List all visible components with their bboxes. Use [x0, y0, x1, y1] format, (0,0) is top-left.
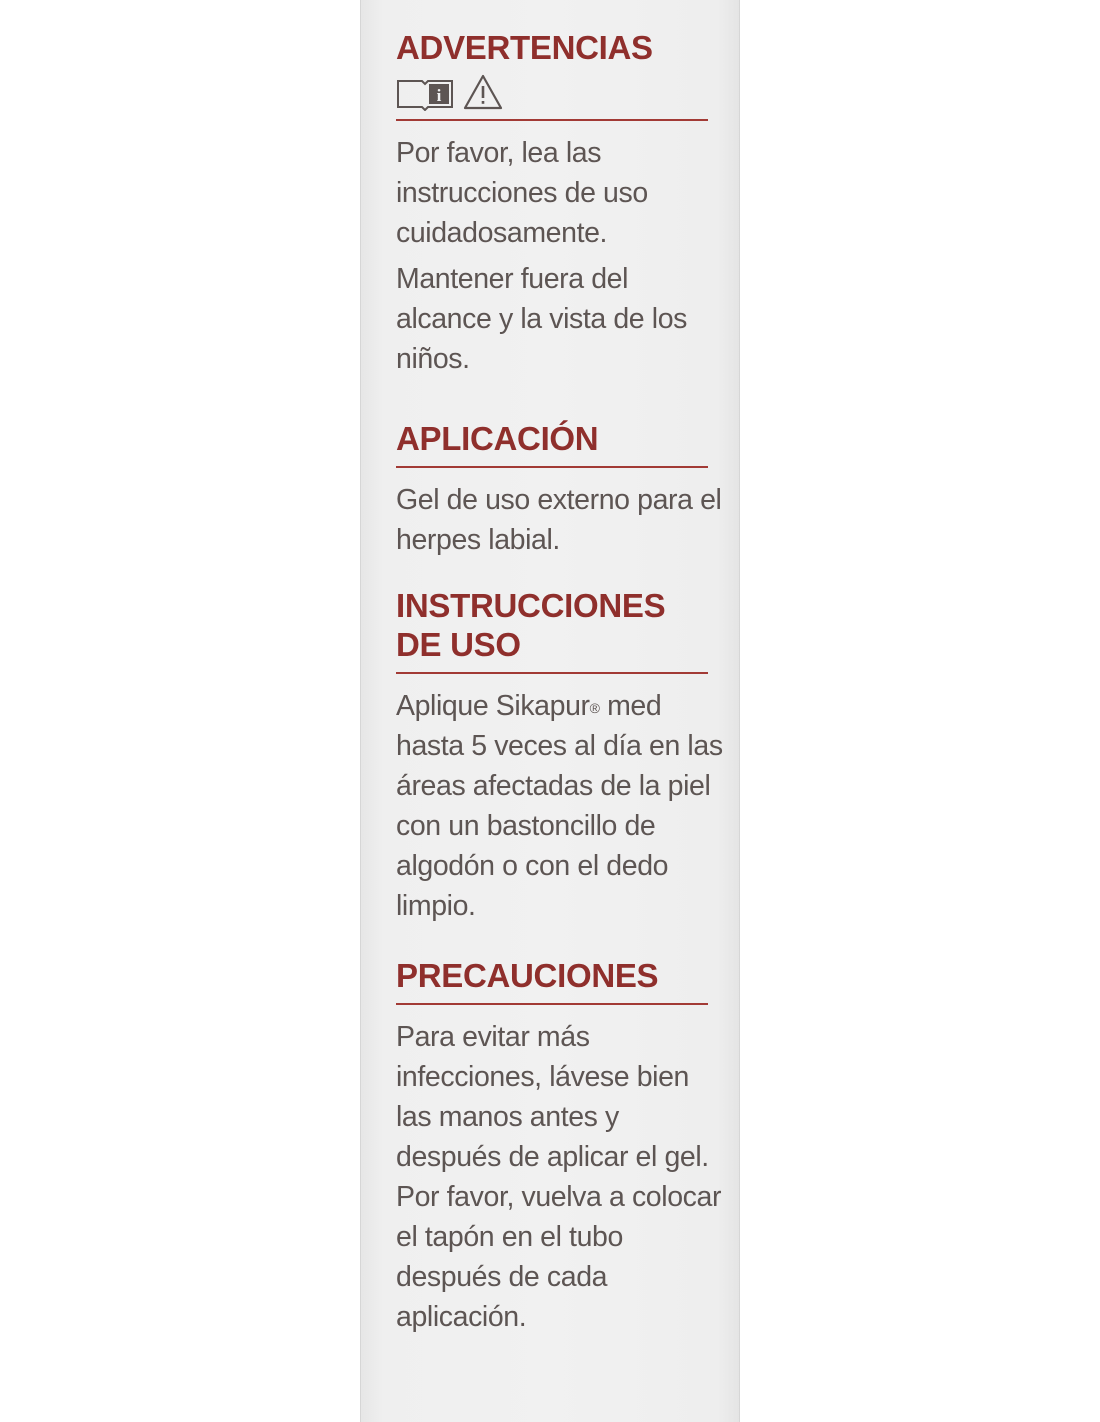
instructions-divider: [396, 672, 708, 674]
registered-mark: ®: [589, 700, 600, 716]
instructions-text-rest: med hasta 5 veces al día en las áreas afectadas de la piel con un bastoncillo de algodón o con el dedo limpio.: [396, 690, 723, 922]
precautions-heading: PRECAUCIONES: [396, 957, 659, 994]
instructions-text: [396, 686, 726, 926]
instructions-heading-line2: DE USO: [396, 626, 521, 663]
warnings-text-1: Por favor, lea las instrucciones de uso cuidadosamente.: [396, 137, 648, 249]
warning-icons: [396, 65, 726, 111]
application-heading: APLICACIÓN: [396, 420, 599, 457]
warnings-divider: [396, 119, 708, 121]
section-instructions: [396, 586, 726, 926]
instructions-heading-line1: INSTRUCCIONES: [396, 587, 666, 624]
precautions-divider: [396, 1003, 708, 1005]
instructions-text-start: Aplique Sikapur: [396, 690, 590, 722]
leaflet-content: [396, 28, 726, 1355]
application-divider: [396, 466, 708, 468]
warning-triangle-icon: [462, 73, 504, 111]
instructions-heading: [396, 586, 726, 664]
instruction-book-icon: [396, 75, 454, 111]
package-side-panel: [360, 0, 740, 1422]
application-text: Gel de uso externo para el herpes labial.: [396, 484, 722, 556]
section-precautions: [396, 956, 726, 1337]
section-application: [396, 419, 726, 560]
section-warnings: [396, 28, 726, 379]
warnings-heading: ADVERTENCIAS: [396, 29, 653, 66]
precautions-text: Para evitar más infecciones, lávese bien las manos antes y después de aplicar el gel. Por favor, vuelva a colocar el tapón en el tubo después de cada aplicación.: [396, 1021, 722, 1333]
svg-text:i: i: [436, 86, 442, 105]
warnings-text-2: Mantener fuera del alcance y la vista de los niños.: [396, 263, 687, 375]
